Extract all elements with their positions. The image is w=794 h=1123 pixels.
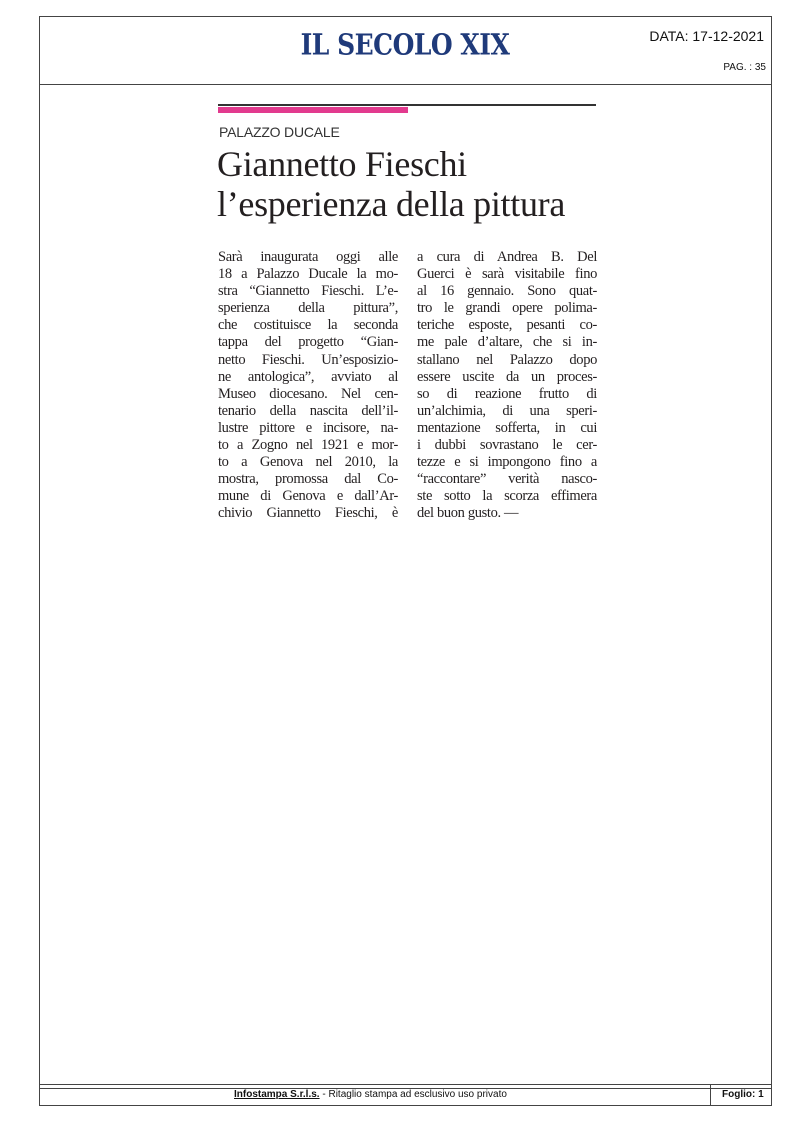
body-line: mostra, promossa dal Co- xyxy=(218,471,398,488)
body-line: un’alchimia, di una speri- xyxy=(417,402,597,419)
newspaper-masthead: IL SECOLO XIX xyxy=(300,27,510,62)
body-line: 18 a Palazzo Ducale la mo- xyxy=(218,266,398,283)
body-line: sperienza della pittura”, xyxy=(218,300,398,317)
body-line: i dubbi sovrastano le cer- xyxy=(417,437,597,454)
body-line: ne antologica”, avviato al xyxy=(218,368,398,385)
body-line: to a Genova nel 2010, la xyxy=(218,454,398,471)
body-line: mune di Genova e dall’Ar- xyxy=(218,488,398,505)
body-line: mentazione sofferta, in cui xyxy=(417,419,597,436)
body-line: essere uscite da un proces- xyxy=(417,368,597,385)
article-accent-bar xyxy=(218,107,408,113)
body-line: teriche esposte, pesanti co- xyxy=(417,317,597,334)
article-top-rule xyxy=(218,104,596,106)
footer-note: - Ritaglio stampa ad esclusivo uso privato xyxy=(319,1089,507,1100)
body-line: del buon gusto. — xyxy=(417,505,519,522)
body-line: chivio Giannetto Fieschi, è xyxy=(218,505,398,522)
body-line: stallano nel Palazzo dopo xyxy=(417,351,597,368)
article-column-1 xyxy=(218,249,398,523)
article-headline xyxy=(217,144,617,224)
body-line: lustre pittore e incisore, na- xyxy=(218,419,398,436)
body-line: tenario della nascita dell’il- xyxy=(218,402,398,419)
clipping-date: DATA: 17-12-2021 xyxy=(649,28,764,44)
footer-notice xyxy=(234,1089,507,1100)
clipping-footer xyxy=(39,1084,772,1106)
body-line: ste sotto la scorza effimera xyxy=(417,488,597,505)
body-line: stra “Giannetto Fieschi. L’e- xyxy=(218,283,398,300)
body-line: Sarà inaugurata oggi alle xyxy=(218,249,398,265)
footer-sheet-number: Foglio: 1 xyxy=(722,1089,764,1100)
body-line: a cura di Andrea B. Del xyxy=(417,249,597,265)
headline-line: Giannetto Fieschi xyxy=(217,144,467,184)
body-line: me pale d’altare, che si in- xyxy=(417,334,597,351)
headline-line: l’esperienza della pittura xyxy=(217,184,566,224)
body-line: so di reazione frutto di xyxy=(417,385,597,402)
article-column-2 xyxy=(417,249,597,523)
body-line: tezze e si impongono fino a xyxy=(417,454,597,471)
body-line: al 16 gennaio. Sono quat- xyxy=(417,283,597,300)
footer-company-link[interactable]: Infostampa S.r.l.s. xyxy=(234,1089,320,1100)
body-line: Guerci è sarà visitabile fino xyxy=(417,266,597,283)
body-line: tro le grandi opere polima- xyxy=(417,300,597,317)
body-line: netto Fieschi. Un’esposizio- xyxy=(218,351,398,368)
body-line: “raccontare” verità nasco- xyxy=(417,471,597,488)
body-line: Museo diocesano. Nel cen- xyxy=(218,385,398,402)
clipping-page-number: PAG. : 35 xyxy=(723,62,766,73)
header-divider xyxy=(39,84,772,85)
body-line: tappa del progetto “Gian- xyxy=(218,334,398,351)
body-line: che costituisce la seconda xyxy=(218,317,398,334)
footer-divider xyxy=(710,1085,711,1105)
body-line: to a Zogno nel 1921 e mor- xyxy=(218,437,398,454)
article-kicker: PALAZZO DUCALE xyxy=(219,124,340,140)
